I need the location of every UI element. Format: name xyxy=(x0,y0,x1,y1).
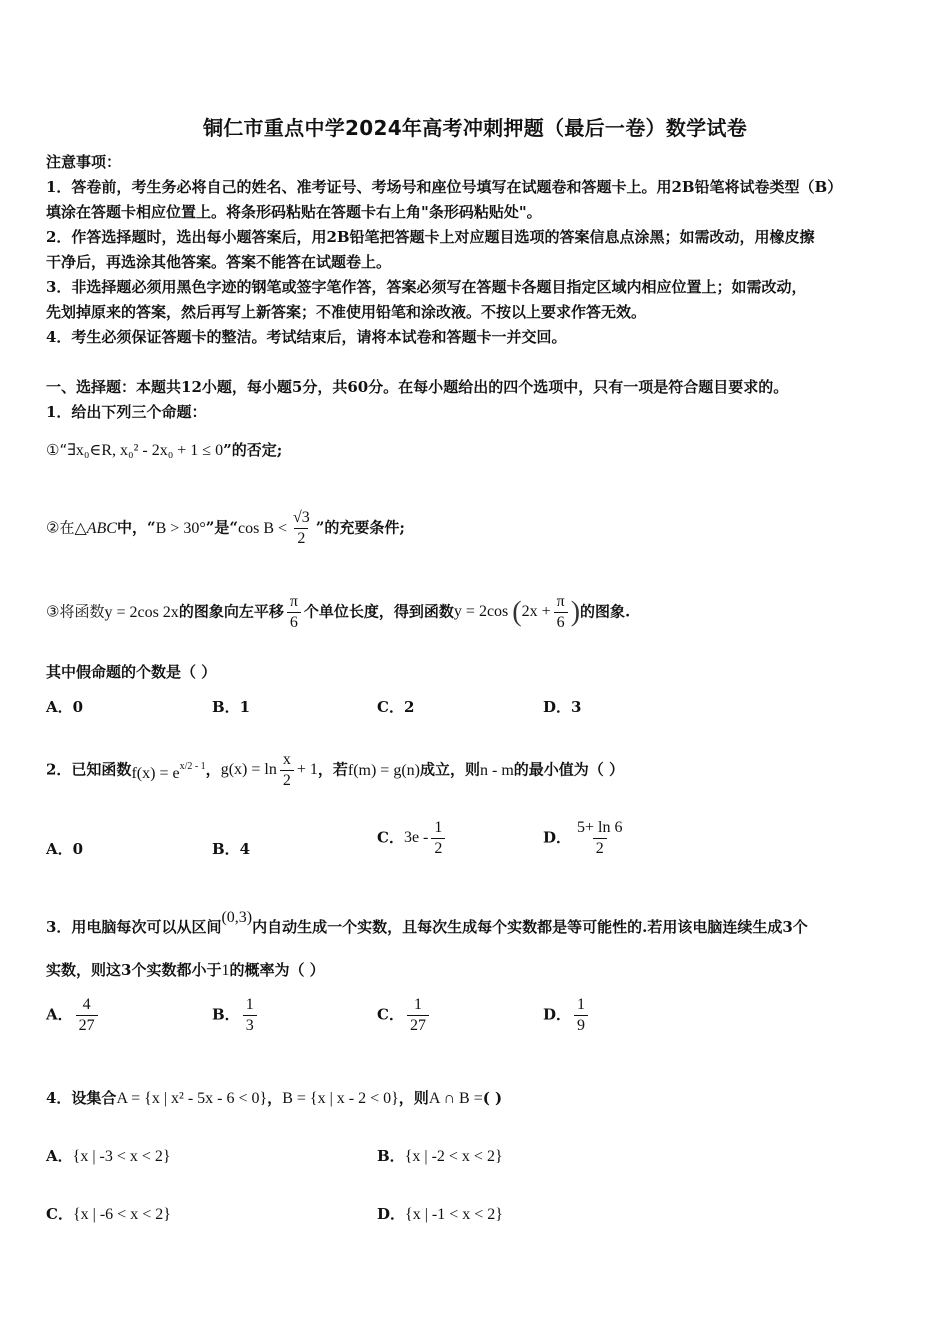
q1-p1-math: ∃x₀∈R, x₀² - 2x₀ + 1 ≤ 0 xyxy=(67,442,224,459)
notice-line: 3．非选择题必须用黑色字迹的钢笔或签字笔作答，答案必须写在答题卡各题目指定区域内相应位置上；如需改动， xyxy=(46,278,807,296)
q2-option-a[interactable]: A．0 xyxy=(46,840,84,858)
q3-option-a[interactable]: A． $\frac{4}{27}$ xyxy=(46,995,101,1036)
q3-option-d[interactable]: D． $\frac{1}{9}$ xyxy=(543,995,591,1036)
q2-expr: n - m xyxy=(479,761,514,779)
q2-condition: f(m) = g(n) xyxy=(347,761,420,779)
notice-line: 4．考生必须保证答题卡的整洁。考试结束后，请将本试卷和答题卡一并交回。 xyxy=(46,328,567,346)
q4-option-a[interactable]: A．{x | -3 < x < 2} xyxy=(46,1147,171,1165)
q3-option-b[interactable]: B． $\frac{1}{3}$ xyxy=(212,995,260,1036)
q4-option-b[interactable]: B．{x | -2 < x < 2} xyxy=(377,1147,503,1165)
page-title: 铜仁市重点中学2024年高考冲刺押题（最后一卷）数学试卷 xyxy=(202,116,748,140)
section-heading: 一、选择题：本题共12小题，每小题5分，共60分。在每小题给出的四个选项中，只有一项是符合题目要求的。 xyxy=(46,378,789,396)
q1-p3-func2: y = 2cos (2x + $\frac{\pi}{6}$ ) xyxy=(453,593,581,631)
q3-stem: 3．用电脑每次可以从区间(0,3)内自动生成一个实数，且每次生成每个实数都是等可能性的.若用该电脑连续生成3个 xyxy=(46,909,808,936)
notice-heading: 注意事项： xyxy=(46,153,122,171)
q1-p2-triangle: △ABC xyxy=(74,519,117,537)
q4-set-a: A = {x | x² - 5x - 6 < 0} xyxy=(116,1090,268,1107)
q1-stem: 1．给出下列三个命题： xyxy=(46,403,207,421)
q1-ask: 其中假命题的个数是（ ） xyxy=(46,663,217,681)
q1-p2-fraction: $\frac{√3}{2}$ xyxy=(293,509,310,547)
notice-line: 填涂在答题卡相应位置上。将条形码粘贴在答题卡右上角"条形码粘贴处"。 xyxy=(46,203,542,221)
q1-p2-cos: cos B < xyxy=(237,519,288,537)
q1-proposition-2: ②在△ABC中，“B > 30°”是“cos B < $\frac{√3}{2}$ ”的充要条件; xyxy=(46,509,405,547)
q4-set-b: B = {x | x - 2 < 0} xyxy=(282,1090,399,1107)
q4-option-c[interactable]: C．{x | -6 < x < 2} xyxy=(46,1205,171,1223)
q1-option-c[interactable]: C．2 xyxy=(377,698,415,716)
q4-intersection: A ∩ B = xyxy=(428,1090,483,1107)
q2-option-d[interactable]: D． $\frac{5+ \ln 6}{2}$ xyxy=(543,819,623,857)
q1-p3-func: y = 2cos 2x xyxy=(104,603,179,621)
q1-p3-shift: $\frac{\pi}{6}$ xyxy=(287,592,301,633)
q2-g: g(x) = ln $\frac{x}{2}$ + 1 xyxy=(220,751,318,789)
q2-stem: 2．已知函数$f(x) = e^{x/2 - 1}$，g(x) = ln $\frac{x}{2}$ + 1，若f(m) = g(n)成立，则n - m的最小值为（ ） xyxy=(46,751,624,789)
q1-proposition-1: ①“∃x₀∈R, x₀² - 2x₀ + 1 ≤ 0”的否定; xyxy=(46,441,283,459)
q1-option-d[interactable]: D．3 xyxy=(543,698,582,716)
q2-option-b[interactable]: B．4 xyxy=(212,840,251,858)
q2-f: $f(x) = e^{x/2 - 1}$ xyxy=(131,761,206,782)
q2-option-c[interactable]: C．3e - $\frac{1}{2}$ xyxy=(377,818,448,859)
q4-stem: 4．设集合A = {x | x² - 5x - 6 < 0}，B = {x | x - 2 < 0}，则A ∩ B =( ) xyxy=(46,1089,503,1107)
q3-option-c[interactable]: C． $\frac{1}{27}$ xyxy=(377,995,432,1036)
q3-stem-line2: 实数，则这3个实数都小于1的概率为（ ） xyxy=(46,961,325,979)
notice-line: 先划掉原来的答案，然后再写上新答案；不准使用铅笔和涂改液。不按以上要求作答无效。 xyxy=(46,303,647,321)
q4-option-d[interactable]: D．{x | -1 < x < 2} xyxy=(377,1205,503,1223)
q1-option-b[interactable]: B．1 xyxy=(212,698,251,716)
notice-line: 干净后，再选涂其他答案。答案不能答在试题卷上。 xyxy=(46,253,392,271)
q3-interval: (0,3) xyxy=(221,909,253,926)
q1-option-a[interactable]: A．0 xyxy=(46,698,84,716)
q1-p2-condition: B > 30° xyxy=(155,519,206,537)
notice-line: 2．作答选择题时，选出每小题答案后，用2B铅笔把答题卡上对应题目选项的答案信息点涂黑；如需改动，用橡皮擦 xyxy=(46,228,815,246)
notice-line: 1．答卷前，考生务必将自己的姓名、准考证号、考场号和座位号填写在试题卷和答题卡上。用2B铅笔将试卷类型（B） xyxy=(46,178,843,196)
q1-proposition-3: ③将函数y = 2cos 2x的图象向左平移 $\frac{\pi}{6}$ 个单位长度，得到函数y = 2cos (2x + $\frac{\pi}{6}$ )的图象. xyxy=(46,593,631,631)
